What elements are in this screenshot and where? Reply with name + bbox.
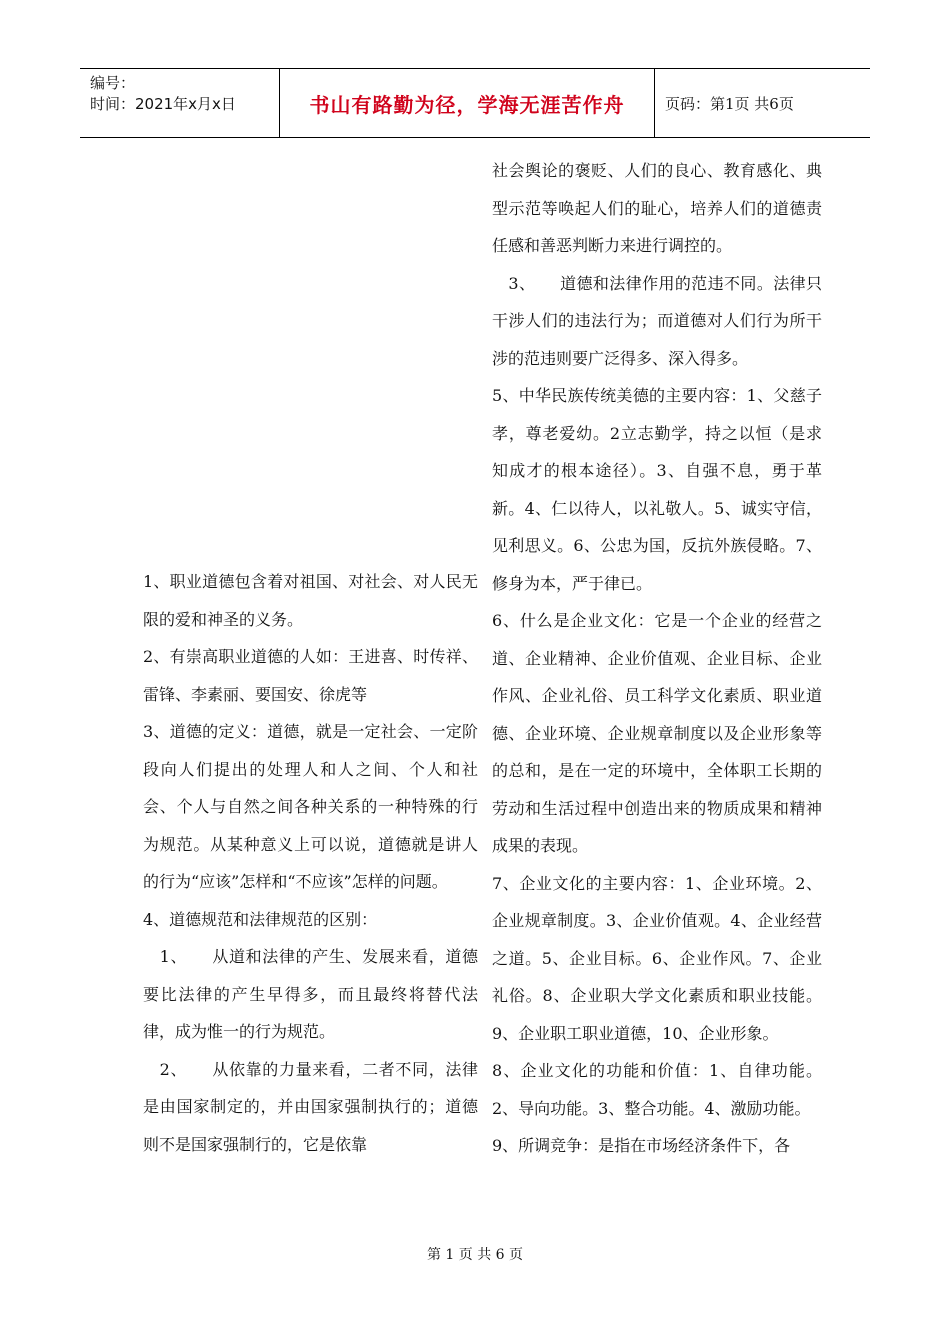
paragraph: 2、 从依靠的力量来看，二者不同，法律是由国家制定的，并由国家强制执行的；道德则不是国家强制行的，它是依靠 (143, 1059, 478, 1154)
paragraph: 7、企业文化的主要内容：1、企业环境。2、企业规章制度。3、企业价值观。4、企业经营之道。5、企业目标。6、企业作风。7、企业礼俗。8、企业职大学文化素质和职业技能。9、企业职工职业道德，10、企业形象。 (492, 873, 822, 1043)
paragraph: 1、 从道和法律的产生、发展来看，道德要比法律的产生早得多，而且最终将替代法律，成为惟一的行为规范。 (143, 947, 478, 1041)
header-page-label: 页码：第1页 共6页 (665, 94, 794, 113)
paragraph: 3、道德的定义：道德，就是一定社会、一定阶段向人们提出的处理人和人之间、个人和社会、个人与自然之间各种关系的一种特殊的行为规范。从某种意义上可以说，道德就是讲人的行为“应该”怎样和“不应该”怎样的问题。 (143, 722, 478, 891)
page-footer: 第 1 页 共 6 页 (426, 1247, 524, 1263)
paragraph: 社会舆论的褒贬、人们的良心、教育感化、典型示范等唤起人们的耻心，培养人们的道德责任感和善恶判断力来进行调控的。 (492, 161, 822, 255)
paragraph: 2、有崇高职业道德的人如：王进喜、时传祥、雷锋、李素丽、要国安、徐虎等 (143, 647, 478, 704)
header-meta-cell (80, 69, 280, 137)
header-page-cell (655, 69, 870, 137)
doc-time-label: 时间：2021年x月x日 (90, 95, 236, 113)
paragraph: 4、道德规范和法律规范的区别： (143, 909, 378, 929)
paragraph: 3、 道德和法律作用的范违不同。法律只干涉人们的违法行为；而道德对人们行为所干涉的范违则要广泛得多、深入得多。 (492, 273, 822, 368)
paragraph: 5、中华民族传统美德的主要内容：1、父慈子孝，尊老爱幼。2立志勤学，持之以恒（是求知成才的根本途径）。3、自强不息，勇于革新。4、仁以待人，以礼敬人。5、诚实守信，见利思义。6、公忠为国，反抗外族侵略。7、修身为本，严于律已。 (492, 386, 822, 593)
header-motto: 书山有路勤为径，学海无涯苦作舟 (309, 92, 625, 117)
paragraph: 9、所调竞争：是指在市场经济条件下，各 (492, 1136, 791, 1155)
left-column (143, 563, 478, 1163)
paragraph: 1、职业道德包含着对祖国、对社会、对人民无限的爱和神圣的义务。 (143, 572, 478, 629)
right-column (492, 152, 822, 1165)
page-header (80, 68, 870, 138)
paragraph: 8、企业文化的功能和价值：1、自律功能。2、导向功能。3、整合功能。4、激励功能。 (492, 1061, 822, 1118)
paragraph: 6、什么是企业文化：它是一个企业的经营之道、企业精神、企业价值观、企业目标、企业作风、企业礼俗、员工科学文化素质、职业道德、企业环境、企业规章制度以及企业形象等的总和，是在一定的环境中，全体职工长期的劳动和生活过程中创造出来的物质成果和精神成果的表现。 (492, 611, 822, 855)
header-motto-cell (280, 69, 655, 137)
doc-number-label: 编号： (90, 74, 136, 92)
